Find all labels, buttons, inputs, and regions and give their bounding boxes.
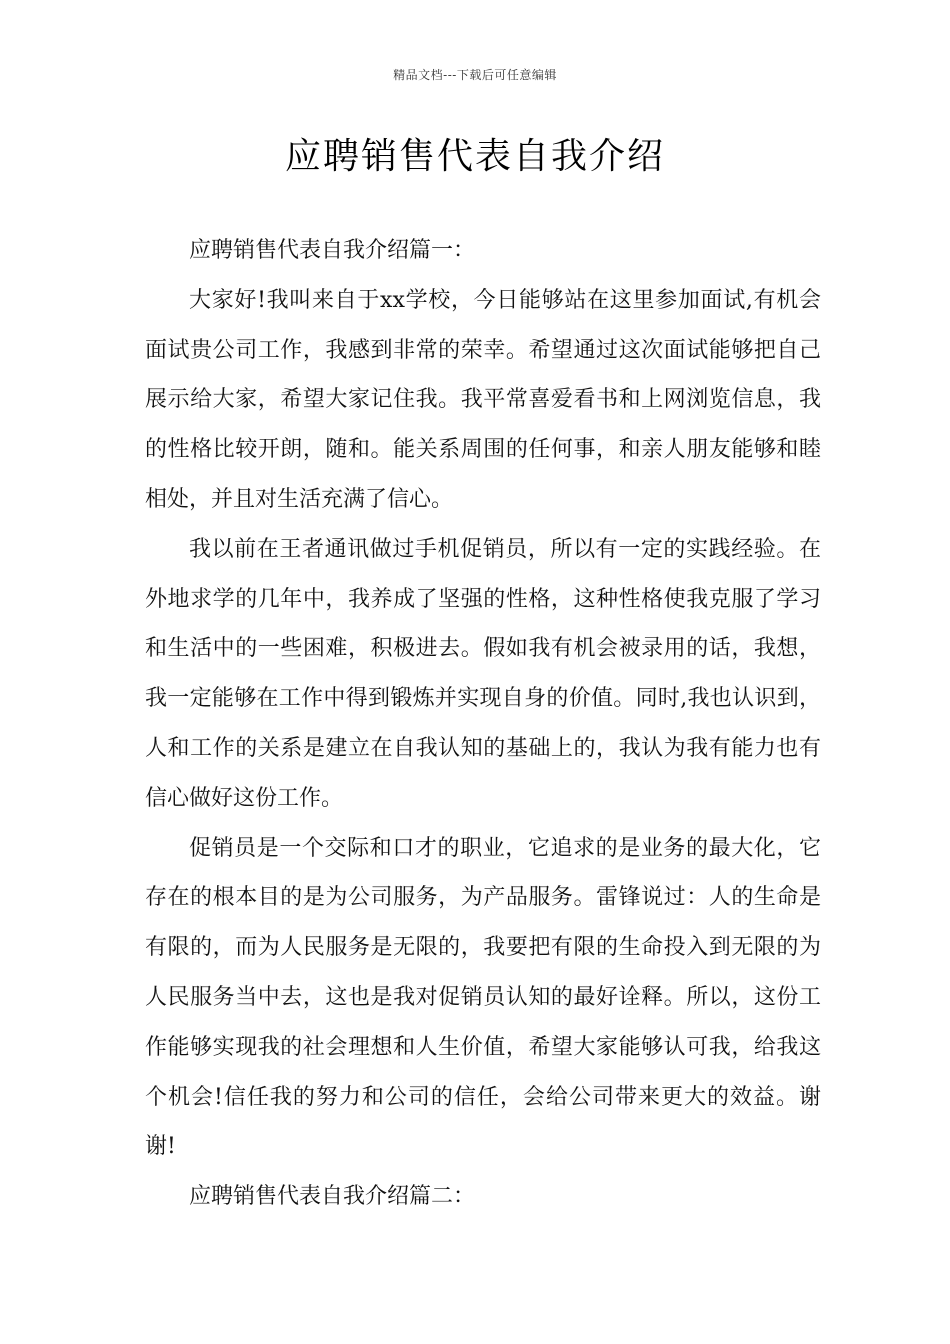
paragraph-2: 我以前在王者通讯做过手机促销员，所以有一定的实践经验。在外地求学的几年中，我养成了坚强的性格，这种性格使我克服了学习和生活中的一些困难，积极进去。假如我有机会被录用的话，我想，我一定能够在工作中得到锻炼并实现自身的价值。同时,我也认识到，人和工作的关系是建立在自我认知的基础上的，我认为我有能力也有信心做好这份工作。 [145,536,821,811]
section-heading-1: 应聘销售代表自我介绍篇一： [189,238,476,263]
document-title: 应聘销售代表自我介绍 [284,136,665,177]
header-note: 精品文档---下载后可任意编辑 [393,68,557,82]
paragraph-3: 促销员是一个交际和口才的职业，它追求的是业务的最大化，它存在的根本目的是为公司服务，为产品服务。雷锋说过：人的生命是有限的，而为人民服务是无限的，我要把有限的生命投入到无限的为人民服务当中去，这也是我对促销员认知的最好诠释。所以，这份工作能够实现我的社会理想和人生价值，希望大家能够认可我，给我这个机会!信任我的努力和公司的信任，会给公司带来更大的效益。谢谢! [145,835,821,1160]
section-heading-2: 应聘销售代表自我介绍篇二： [189,1184,476,1210]
document-body [145,226,821,1222]
paragraph-1: 大家好!我叫来自于xx学校，今日能够站在这里参加面试,有机会面试贵公司工作，我感到非常的荣幸。希望通过这次面试能够把自己展示给大家，希望大家记住我。我平常喜爱看书和上网浏览信息，我的性格比较开朗，随和。能关系周围的任何事，和亲人朋友能够和睦相处，并且对生活充满了信心。 [145,287,821,512]
